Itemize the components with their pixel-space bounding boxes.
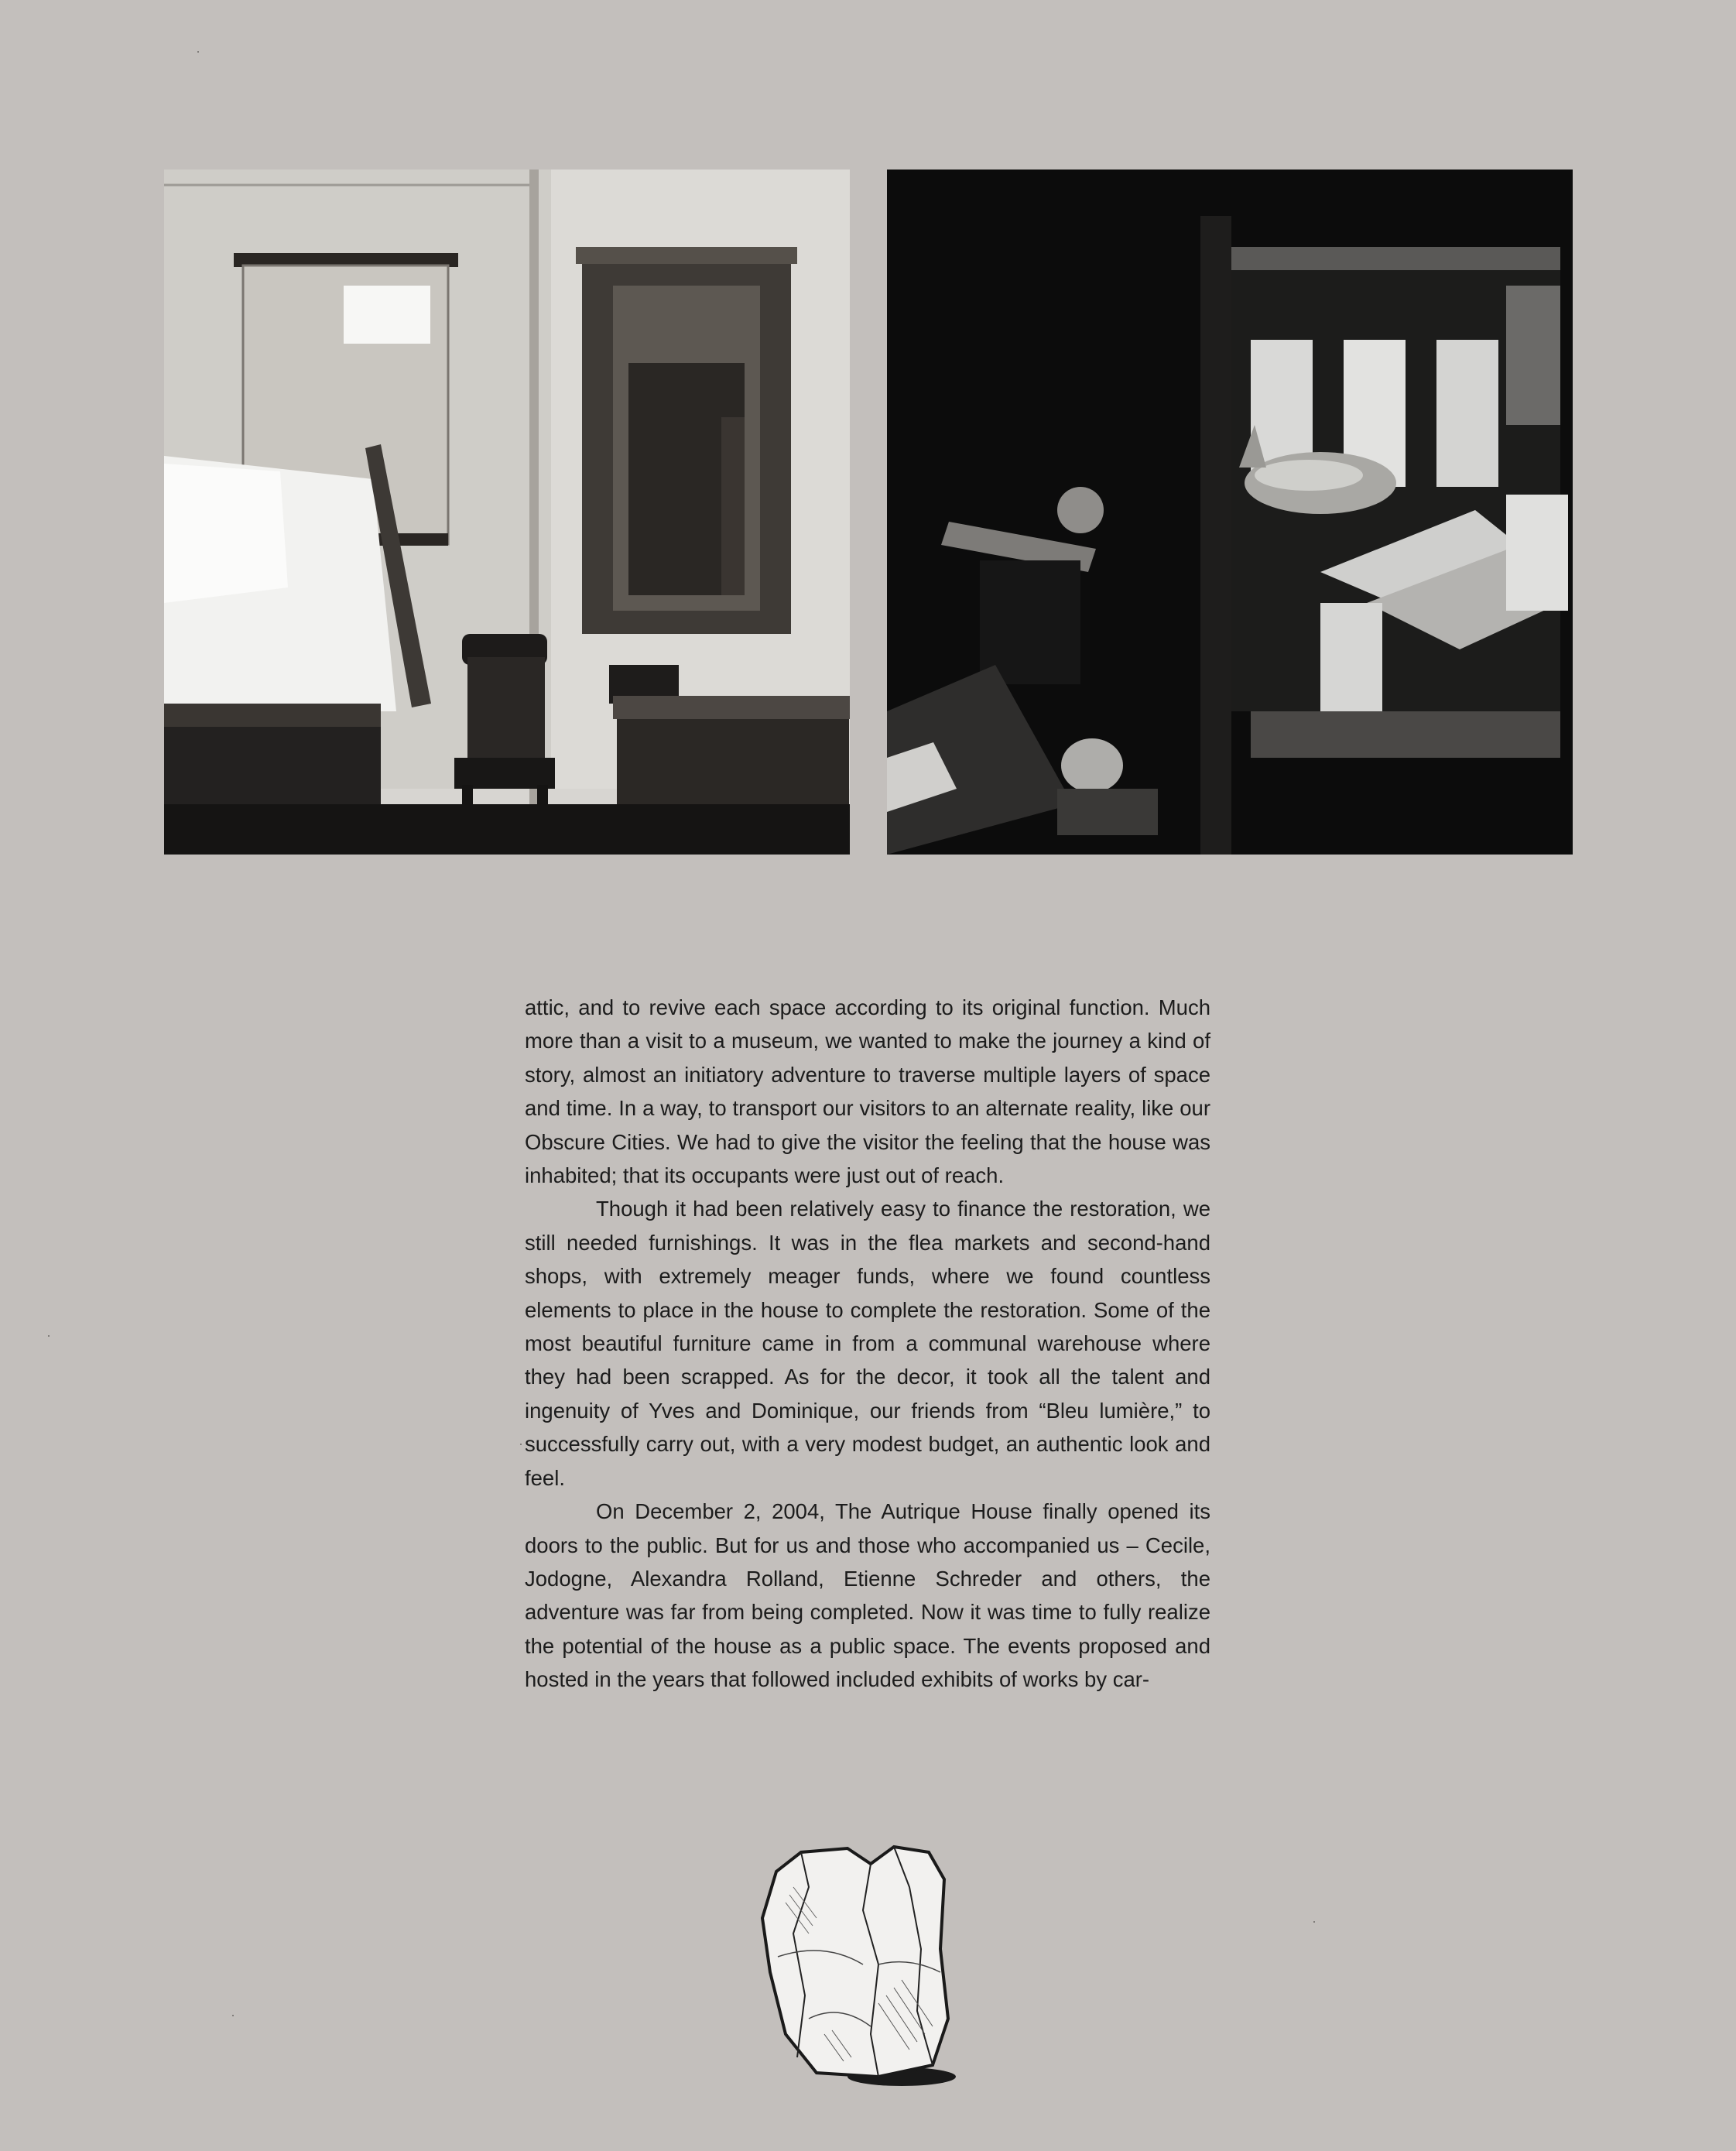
paragraph: attic, and to revive each space according to its original function. Much more than a visit to a museum, we wanted to make the journey a kind of story, almost an initiatory adventure to traverse multiple layers of space and time. In a way, to transport our visitors to an alternate reality, like our Obscure Cities. We had to give the visitor the feeling that the house was inhabited; that its occupants were just out of reach. — [525, 995, 1210, 1188]
rock-illustration — [755, 1841, 987, 2096]
speck — [232, 2015, 234, 2016]
body-text — [525, 991, 1210, 1697]
interior-room-photo — [164, 170, 850, 855]
speck — [197, 51, 199, 53]
cluttered-attic-photo — [887, 170, 1573, 855]
speck — [1313, 1921, 1315, 1923]
speck — [520, 1444, 522, 1445]
paragraph: Though it had been relatively easy to finance the restoration, we still needed furnishings. It was in the flea markets and second-hand shops, with extremely meager funds, where we found countless elements to place in the house to complete the restoration. Some of the most beautiful furniture came in from a communal warehouse where they had been scrapped. As for the decor, it took all the talent and ingenuity of Yves and Dominique, our friends from “Bleu lumière,” to successfully carry out, with a very modest budget, an authentic look and feel. — [525, 1197, 1210, 1490]
speck — [48, 1335, 50, 1337]
paragraph: On December 2, 2004, The Autrique House finally opened its doors to the public. But for us and those who accompanied us – Cecile, Jodogne, Alexandra Rolland, Etienne Schreder and others, the adventure was far from being completed. Now it was time to fully realize the potential of the house as a public space. The events proposed and hosted in the years that followed included exhibits of works by car- — [525, 1499, 1210, 1692]
